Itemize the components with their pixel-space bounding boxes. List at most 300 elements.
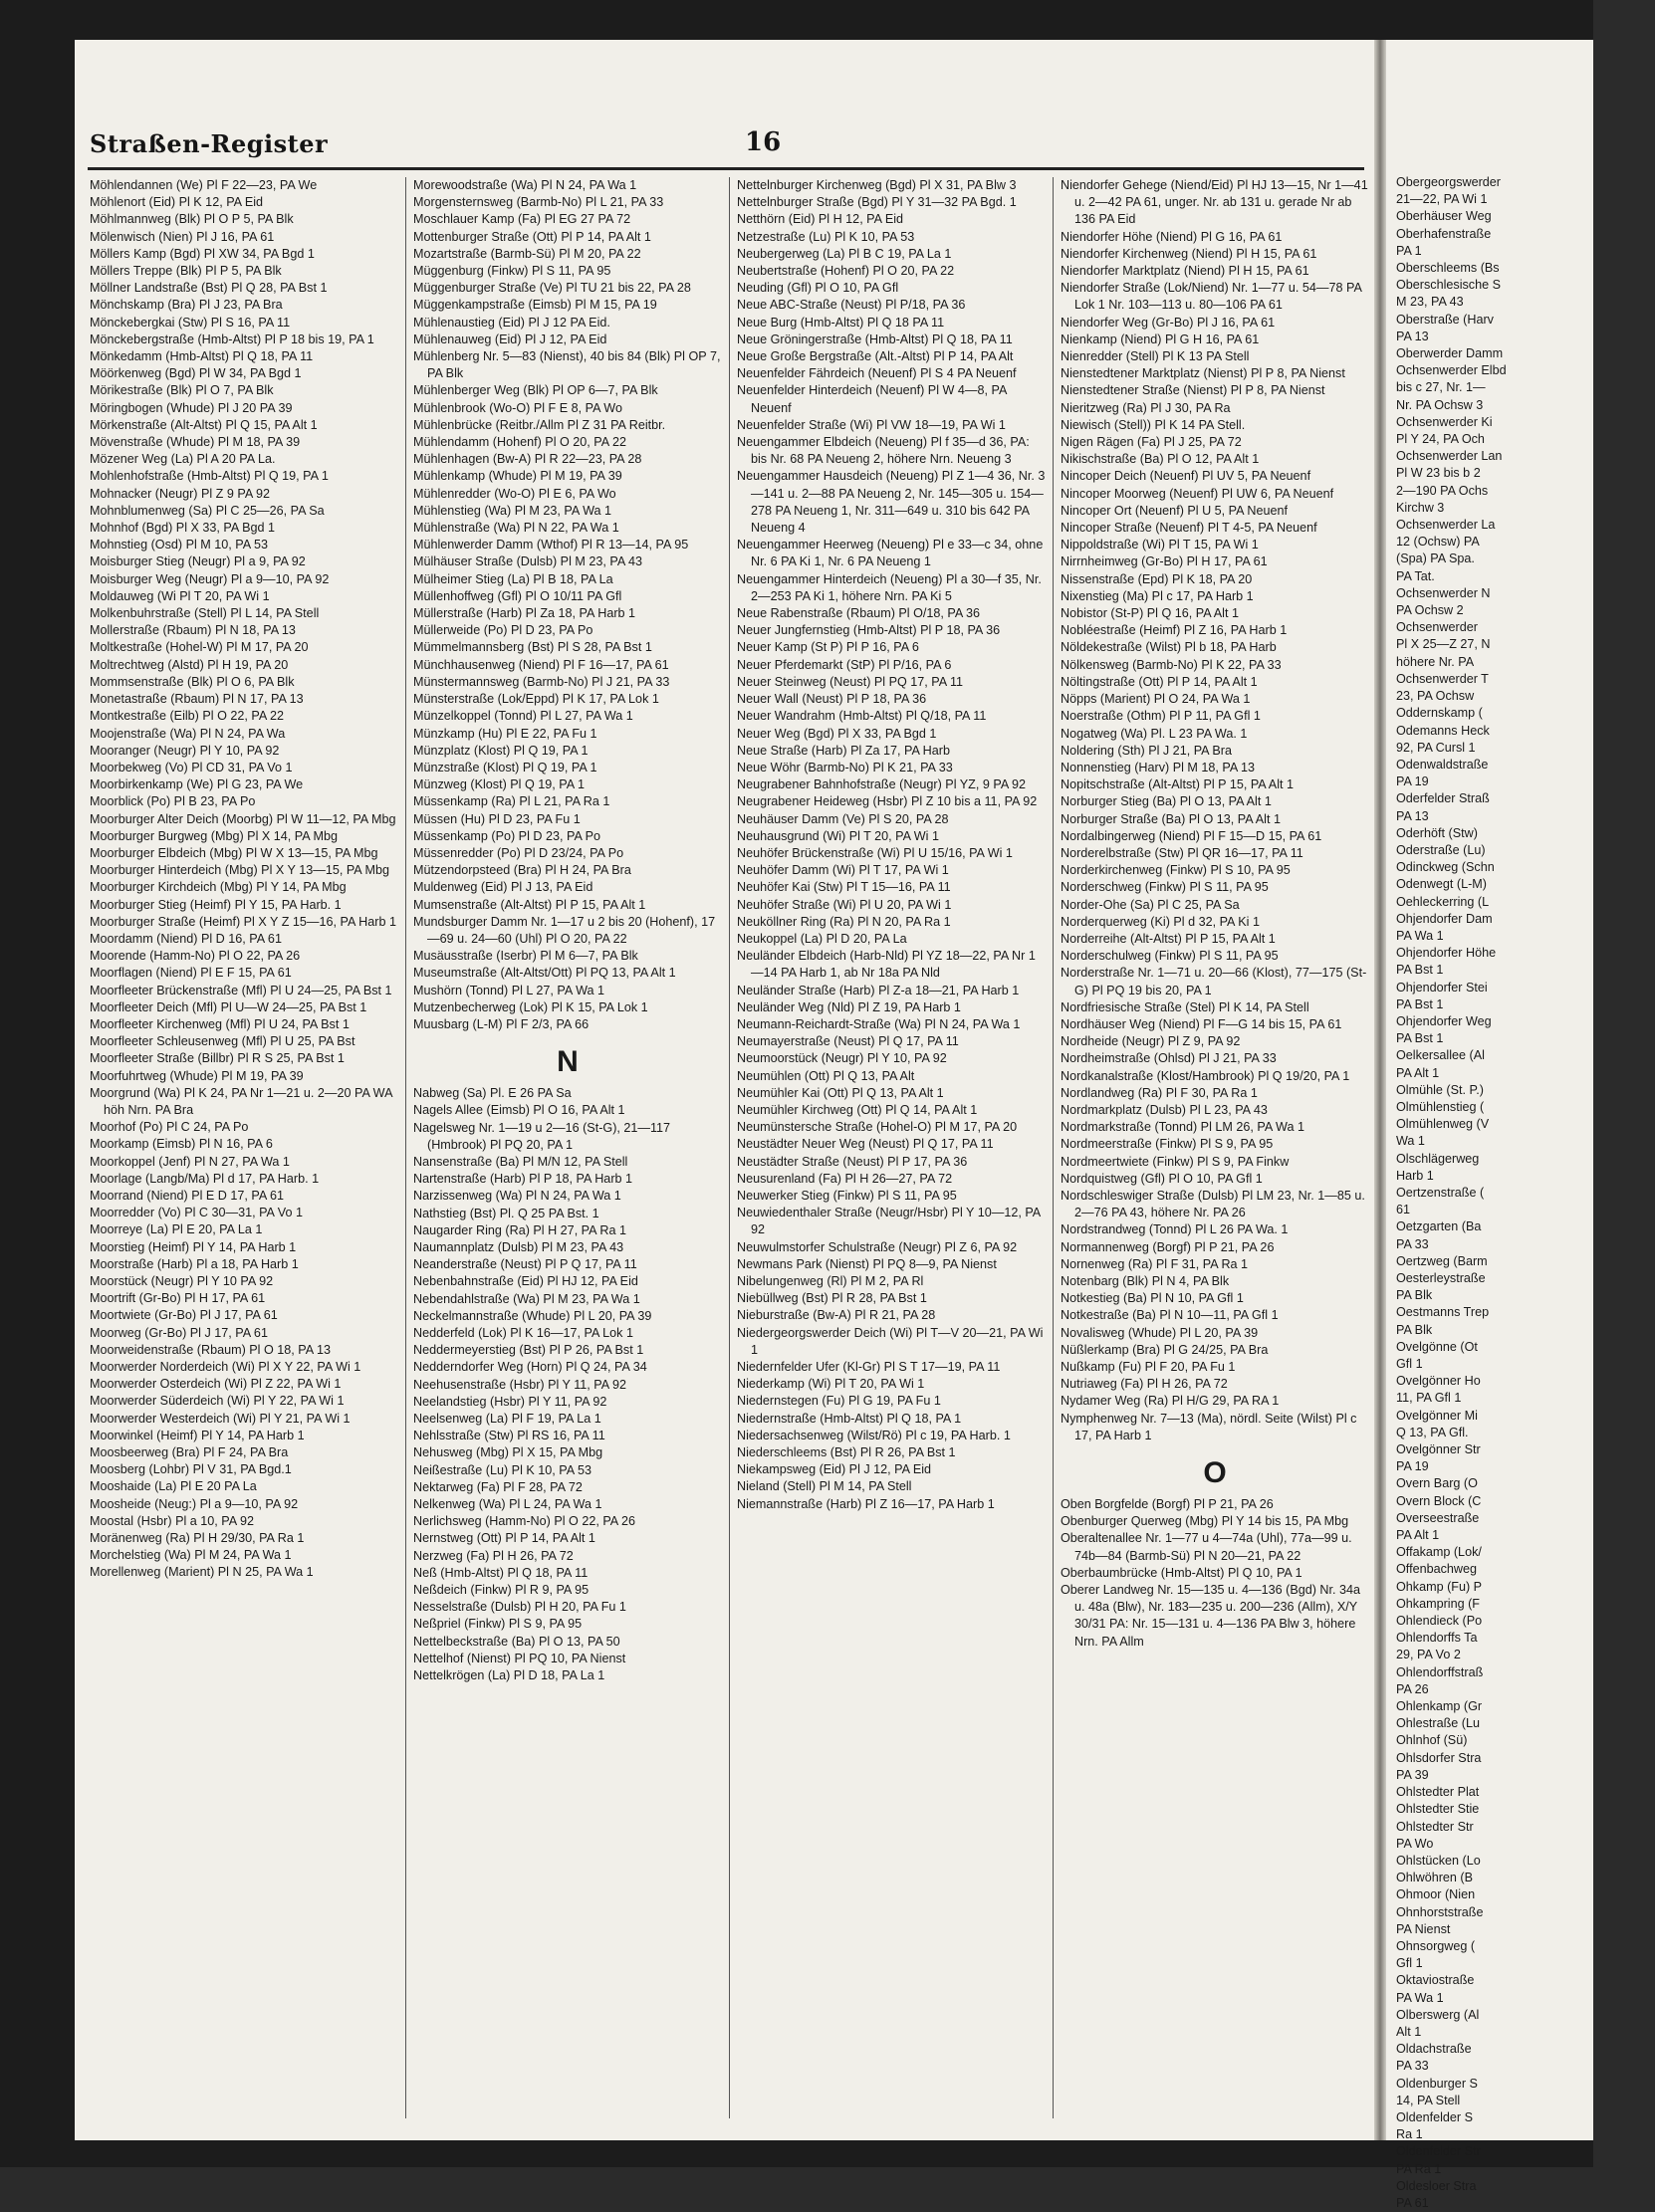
right-page-line: PA Wo <box>1396 1836 1434 1851</box>
street-entry: Neuenfelder Hinterdeich (Neuenf) Pl W 4—8, PA Neuenf <box>737 383 1007 415</box>
street-entry: Niendorfer Kirchenweg (Niend) Pl H 15, PA 61 <box>1061 246 1317 261</box>
right-page-line: PA 19 <box>1396 774 1429 789</box>
street-entry: Neuwiedenthaler Straße (Neugr/Hsbr) Pl Y 10—12, PA 92 <box>737 1206 1041 1237</box>
right-page-line: Oestmanns Trep <box>1396 1305 1490 1320</box>
street-entry: Niedergeorgswerder Deich (Wi) Pl T—V 20—21, PA Wi 1 <box>737 1325 1044 1357</box>
right-page-line: PA 1 <box>1396 243 1422 258</box>
street-entry: Neuer Jungfernstieg (Hmb-Altst) Pl P 18, PA 36 <box>737 623 1001 638</box>
street-entry: Nehlsstraße (Stw) Pl RS 16, PA 11 <box>413 1429 605 1443</box>
street-entry: Nutriaweg (Fa) Pl H 26, PA 72 <box>1061 1377 1228 1392</box>
street-entry: Neelsenweg (La) Pl F 19, PA La 1 <box>413 1412 601 1427</box>
street-entry: Neuengammer Hausdeich (Neueng) Pl Z 1—4 36, Nr. 3—141 u. 2—88 PA Neueng 2, Nr. 145—305 u. 154—278 PA Neueng 1, Nr. 311—649 u. 310 bis 642 PA Neueng 4 <box>737 469 1046 536</box>
right-page-line: Olmühle (St. P.) <box>1396 1082 1484 1097</box>
street-entry: Müssenkamp (Ra) Pl L 21, PA Ra 1 <box>413 794 610 809</box>
right-page-line: Overn Block (C <box>1396 1493 1482 1508</box>
right-page-line: PA Bst 1 <box>1396 996 1444 1011</box>
street-entry: Mollerstraße (Rbaum) Pl N 18, PA 13 <box>90 623 296 638</box>
street-entry: Mövenstraße (Whude) Pl M 18, PA 39 <box>90 435 301 450</box>
street-entry: Neuhöfer Damm (Wi) Pl T 17, PA Wi 1 <box>737 863 949 878</box>
right-page-line: Odenwegt (L-M) <box>1396 877 1487 892</box>
street-entry: Moorburger Elbdeich (Mbg) Pl W X 13—15, PA Mbg <box>90 845 378 860</box>
street-column-1 <box>90 177 398 2118</box>
street-entry: Moorfleeter Straße (Billbr) Pl R S 25, PA Bst 1 <box>90 1051 345 1066</box>
right-page-line: 21—22, PA Wi 1 <box>1396 192 1488 207</box>
street-entry: Moldauweg (Wi Pl T 20, PA Wi 1 <box>90 588 270 603</box>
right-page-line: Alt 1 <box>1396 2024 1422 2039</box>
street-entry: Müllerstraße (Harb) Pl Za 18, PA Harb 1 <box>413 606 636 621</box>
street-entry: Neuländer Elbdeich (Harb-Nld) Pl YZ 18—22, PA Nr 1—14 PA Harb 1, ab Nr 18a PA Nld <box>737 949 1036 981</box>
street-entry: Mözener Weg (La) Pl A 20 PA La. <box>90 452 276 467</box>
right-page-line: Wa 1 <box>1396 1134 1425 1149</box>
street-entry: Mühlenstraße (Wa) Pl N 22, PA Wa 1 <box>413 521 619 536</box>
street-entry: Münzelkoppel (Tonnd) Pl L 27, PA Wa 1 <box>413 709 633 724</box>
street-entry: Neuhöfer Kai (Stw) Pl T 15—16, PA 11 <box>737 880 951 895</box>
street-entry: Netthörn (Eid) Pl H 12, PA Eid <box>737 212 904 227</box>
street-entry: Moortwiete (Gr-Bo) Pl J 17, PA 61 <box>90 1308 278 1323</box>
right-page-line: Oberhäuser Weg <box>1396 209 1492 224</box>
street-entry: Neuer Wall (Neust) Pl P 18, PA 36 <box>737 692 927 707</box>
street-entry: Moorburger Kirchdeich (Mbg) Pl Y 14, PA Mbg <box>90 880 347 895</box>
right-page-column <box>1396 174 1655 2212</box>
street-entry: Nienredder (Stell) Pl K 13 PA Stell <box>1061 349 1250 364</box>
street-entry: Moorburger Alter Deich (Moorbg) Pl W 11—12, PA Mbg <box>90 811 396 826</box>
right-page-line: Ohlendieck (Po <box>1396 1614 1483 1629</box>
street-entry: Mühlenbrücke (Reitbr./Allm Pl Z 31 PA Reitbr. <box>413 417 666 432</box>
right-page-line: Ohlenkamp (Gr <box>1396 1699 1483 1714</box>
street-entry: Moorlage (Langb/Ma) Pl d 17, PA Harb. 1 <box>90 1171 320 1186</box>
street-entry: Mühlenberger Weg (Blk) Pl OP 6—7, PA Blk <box>413 383 658 398</box>
street-entry: Nordkanalstraße (Klost/Hambrook) Pl Q 19/20, PA 1 <box>1061 1068 1350 1083</box>
street-entry: Mohnacker (Neugr) Pl Z 9 PA 92 <box>90 486 271 501</box>
right-page-line: Ohnsorgweg ( <box>1396 1938 1476 1953</box>
right-page-line: Ochsenwerder N <box>1396 585 1491 600</box>
right-page-line: Oldachstraße <box>1396 2042 1472 2057</box>
street-entry: Mumsenstraße (Alt-Altst) Pl P 15, PA Alt 1 <box>413 897 646 912</box>
street-entry: Moorweg (Gr-Bo) Pl J 17, PA 61 <box>90 1325 268 1340</box>
right-page-line: Oderstraße (Lu) <box>1396 842 1486 857</box>
street-entry: Museumstraße (Alt-Altst/Ott) Pl PQ 13, PA Alt 1 <box>413 966 676 981</box>
street-entry: Neuhöfer Straße (Wi) Pl U 20, PA Wi 1 <box>737 897 952 912</box>
street-column-3 <box>737 177 1046 2118</box>
street-entry: Neuer Wandrahm (Hmb-Altst) Pl Q/18, PA 11 <box>737 709 987 724</box>
street-entry: Moorburger Stieg (Heimf) Pl Y 15, PA Harb. 1 <box>90 897 342 912</box>
street-entry: Neue ABC-Straße (Neust) Pl P/18, PA 36 <box>737 298 966 313</box>
street-entry: Müggenkampstraße (Eimsb) Pl M 15, PA 19 <box>413 298 657 313</box>
street-entry: Nordmeertwiete (Finkw) Pl S 9, PA Finkw <box>1061 1154 1290 1169</box>
right-page-line: Ohlstücken (Lo <box>1396 1853 1481 1868</box>
street-entry: Niemannstraße (Harb) Pl Z 16—17, PA Harb 1 <box>737 1496 995 1511</box>
street-entry: Neue Wöhr (Barmb-No) Pl K 21, PA 33 <box>737 760 953 774</box>
street-entry: Neumayerstraße (Neust) Pl Q 17, PA 11 <box>737 1034 959 1049</box>
street-entry: Neuhäuser Damm (Ve) Pl S 20, PA 28 <box>737 811 949 826</box>
street-entry: Mozartstraße (Barmb-Sü) Pl M 20, PA 22 <box>413 246 641 261</box>
right-page-line: Oldenfelder S <box>1396 2109 1474 2124</box>
right-page-line: Ochsenwerder Ki <box>1396 414 1493 429</box>
street-entry: Notkestraße (Ba) Pl N 10—11, PA Gfl 1 <box>1061 1308 1279 1323</box>
street-entry: Neuenfelder Straße (Wi) Pl VW 18—19, PA Wi 1 <box>737 417 1006 432</box>
right-page-line: 14, PA Stell <box>1396 2093 1461 2107</box>
street-entry: Neubergerweg (La) Pl B C 19, PA La 1 <box>737 246 952 261</box>
street-entry: Münzstraße (Klost) Pl Q 19, PA 1 <box>413 760 597 774</box>
right-page-line: Oertzweg (Barm <box>1396 1253 1488 1268</box>
right-page-line: Ovelgönne (Ot <box>1396 1339 1478 1354</box>
street-entry: Nordfriesische Straße (Stel) Pl K 14, PA Stell <box>1061 999 1309 1014</box>
street-entry: Nippoldstraße (Wi) Pl T 15, PA Wi 1 <box>1061 538 1259 553</box>
street-entry: Nerlichsweg (Hamm-No) Pl O 22, PA 26 <box>413 1514 636 1529</box>
street-entry: Norder-Ohe (Sa) Pl C 25, PA Sa <box>1061 897 1240 912</box>
street-entry: Noldering (Sth) Pl J 21, PA Bra <box>1061 743 1232 758</box>
street-entry: Niendorfer Gehege (Niend/Eid) Pl HJ 13—15, Nr 1—41 u. 2—42 PA 61, unger. Nr. ab 131 u. gerade Nr ab 136 PA Eid <box>1061 178 1368 227</box>
right-page-line: Overn Barg (O <box>1396 1476 1478 1491</box>
right-page <box>1386 40 1593 2210</box>
right-page-line: PA 33 <box>1396 2059 1429 2074</box>
street-entry: Neumühler Kirchweg (Ott) Pl Q 14, PA Alt 1 <box>737 1102 978 1117</box>
street-entry: Moränenweg (Ra) Pl H 29/30, PA Ra 1 <box>90 1531 305 1546</box>
street-entry: Neckelmannstraße (Whude) Pl L 20, PA 39 <box>413 1308 652 1323</box>
right-page-line: Ohlstedter Plat <box>1396 1785 1480 1800</box>
street-entry: Mümmelmannsberg (Bst) Pl S 28, PA Bst 1 <box>413 640 652 655</box>
street-entry: Morewoodstraße (Wa) Pl N 24, PA Wa 1 <box>413 178 637 192</box>
street-entry: Neuländer Straße (Harb) Pl Z-a 18—21, PA Harb 1 <box>737 983 1020 997</box>
street-entry: Mühlenwerder Damm (Wthof) Pl R 13—14, PA 95 <box>413 538 689 553</box>
right-page-line: Oderfelder Straß <box>1396 791 1490 806</box>
right-page-line: PA 13 <box>1396 808 1429 823</box>
section-letter: O <box>1203 1456 1227 1490</box>
street-entry: Mühlenaustieg (Eid) Pl J 12 PA Eid. <box>413 315 610 330</box>
street-entry: Nagels Allee (Eimsb) Pl O 16, PA Alt 1 <box>413 1103 625 1118</box>
street-entry: Moorwerder Westerdeich (Wi) Pl Y 21, PA Wi 1 <box>90 1411 351 1426</box>
street-entry: Neukoppel (La) Pl D 20, PA La <box>737 931 907 946</box>
street-entry: Niewisch (Stell)) Pl K 14 PA Stell. <box>1061 417 1246 432</box>
right-page-line: Ochsenwerder T <box>1396 671 1489 686</box>
right-page-line: Odenwaldstraße <box>1396 757 1489 772</box>
street-entry: Neißestraße (Lu) Pl K 10, PA 53 <box>413 1462 591 1477</box>
street-entry: Mühlenauweg (Eid) Pl J 12, PA Eid <box>413 332 607 346</box>
street-entry: Moschlauer Kamp (Fa) Pl EG 27 PA 72 <box>413 212 631 227</box>
street-entry: Morchelstieg (Wa) Pl M 24, PA Wa 1 <box>90 1548 292 1563</box>
street-entry: Mörkenstraße (Alt-Altst) Pl Q 15, PA Alt 1 <box>90 417 318 432</box>
right-page-line: M 23, PA 43 <box>1396 295 1464 310</box>
right-page-line: Oesterleystraße <box>1396 1271 1486 1285</box>
street-entry: Notenbarg (Blk) Pl N 4, PA Blk <box>1061 1274 1230 1288</box>
street-entry: Naumannplatz (Dulsb) Pl M 23, PA 43 <box>413 1239 624 1254</box>
right-page-line: Q 13, PA Gfl. <box>1396 1425 1469 1439</box>
right-page-line: PA Bst 1 <box>1396 963 1444 978</box>
street-entry: Neßpriel (Finkw) Pl S 9, PA 95 <box>413 1617 583 1632</box>
right-page-line: PA Ra 1 <box>1396 2161 1442 2176</box>
right-page-line: 29, PA Vo 2 <box>1396 1648 1461 1662</box>
street-entry: Moltrechtweg (Alstd) Pl H 19, PA 20 <box>90 657 289 672</box>
street-entry: Moisburger Weg (Neugr) Pl a 9—10, PA 92 <box>90 571 330 586</box>
street-entry: Möhlenort (Eid) Pl K 12, PA Eid <box>90 195 264 210</box>
street-entry: Möhlendannen (We) Pl F 22—23, PA We <box>90 178 318 192</box>
street-entry: Neß (Hmb-Altst) Pl Q 18, PA 11 <box>413 1565 589 1580</box>
street-entry: Neumoorstück (Neugr) Pl Y 10, PA 92 <box>737 1051 947 1066</box>
street-entry: Nußkamp (Fu) Pl F 20, PA Fu 1 <box>1061 1360 1236 1375</box>
street-entry: Münzkamp (Hu) Pl E 22, PA Fu 1 <box>413 726 597 741</box>
street-entry: Müssen (Hu) Pl D 23, PA Fu 1 <box>413 811 581 826</box>
column-divider <box>729 177 730 2118</box>
street-entry: Moorrand (Niend) Pl E D 17, PA 61 <box>90 1188 285 1203</box>
street-entry: Nordheimstraße (Ohlsd) Pl J 21, PA 33 <box>1061 1051 1277 1066</box>
street-entry: Niedernfelder Ufer (Kl-Gr) Pl S T 17—19, PA 11 <box>737 1360 1001 1375</box>
street-entry: Mühlenredder (Wo-O) Pl E 6, PA Wo <box>413 486 616 501</box>
street-entry: Oberaltenallee Nr. 1—77 u 4—74a (Uhl), 77a—99 u. 74b—84 (Barmb-Sü) Pl N 20—21, PA 22 <box>1061 1531 1352 1563</box>
right-page-line: Ohlwöhren (B <box>1396 1871 1473 1885</box>
right-page-line: Oberschleems (Bs <box>1396 261 1500 276</box>
street-entry: Nordmeerstraße (Finkw) Pl S 9, PA 95 <box>1061 1137 1274 1152</box>
right-page-line: PA 13 <box>1396 329 1429 343</box>
street-entry: Moorstieg (Heimf) Pl Y 14, PA Harb 1 <box>90 1239 297 1254</box>
street-entry: Moorwerder Süderdeich (Wi) Pl Y 22, PA Wi 1 <box>90 1394 345 1409</box>
street-entry: Moorflagen (Niend) Pl E F 15, PA 61 <box>90 966 292 981</box>
right-page-line: Ohnhorststraße <box>1396 1904 1484 1919</box>
street-entry: Nieburstraße (Bw-A) Pl R 21, PA 28 <box>737 1308 936 1323</box>
right-page-line: PA Ochsw 2 <box>1396 603 1464 618</box>
street-entry: Neuengammer Hinterdeich (Neueng) Pl a 30—f 35, Nr. 2—253 PA Ki 1, höhere Nrn. PA Ki 5 <box>737 571 1042 603</box>
right-page-line: Pl X 25—Z 27, N <box>1396 637 1491 652</box>
street-entry: Musäusstraße (Iserbr) Pl M 6—7, PA Blk <box>413 949 638 964</box>
street-entry: Mooshaide (La) Pl E 20 PA La <box>90 1479 257 1494</box>
right-page-line: Offenbachweg <box>1396 1562 1477 1577</box>
right-page-line: Ovelgönner Mi <box>1396 1408 1478 1423</box>
street-entry: Neusurenland (Fa) Pl H 26—27, PA 72 <box>737 1171 953 1186</box>
street-entry: Neuding (Gfl) Pl O 10, PA Gfl <box>737 281 899 296</box>
right-page-line: 12 (Ochsw) PA <box>1396 535 1480 550</box>
street-entry: Müllenhoffweg (Gfl) Pl O 10/11 PA Gfl <box>413 588 622 603</box>
right-page-line: Ohjendorfer Stei <box>1396 980 1488 995</box>
right-page-line: Ovelgönner Ho <box>1396 1374 1481 1389</box>
street-entry: Nibelungenweg (Rl) Pl M 2, PA Rl <box>737 1274 924 1288</box>
street-entry: Moorbirkenkamp (We) Pl G 23, PA We <box>90 777 304 792</box>
right-page-line: Ochsenwerder La <box>1396 518 1496 533</box>
street-entry: Muldenweg (Eid) Pl J 13, PA Eid <box>413 880 593 895</box>
right-page-line: (Spa) PA Spa. <box>1396 552 1475 566</box>
right-page-line: Pl W 23 bis b 2 <box>1396 466 1481 481</box>
street-entry: Neue Burg (Hmb-Altst) Pl Q 18 PA 11 <box>737 315 945 330</box>
street-entry: Norderschweg (Finkw) Pl S 11, PA 95 <box>1061 880 1269 895</box>
column-divider <box>1053 177 1054 2118</box>
street-entry: Nixenstieg (Ma) Pl c 17, PA Harb 1 <box>1061 588 1254 603</box>
street-entry: Moorfuhrtweg (Whude) Pl M 19, PA 39 <box>90 1068 304 1083</box>
street-entry: Moorbekweg (Vo) Pl CD 31, PA Vo 1 <box>90 760 293 774</box>
street-entry: Neugrabener Heideweg (Hsbr) Pl Z 10 bis a 11, PA 92 <box>737 794 1038 809</box>
street-entry: Oberer Landweg Nr. 15—135 u. 4—136 (Bgd) Nr. 34a u. 48a (Blw), Nr. 183—235 u. 200—236 (Allm), X/Y 30/31 PA: Nr. 15—131 u. 4—136 PA Blw 3, höhere Nrn. PA Allm <box>1061 1583 1361 1649</box>
street-entry: Nogatweg (Wa) Pl. L 23 PA Wa. 1 <box>1061 726 1248 741</box>
street-entry: Moorfleeter Kirchenweg (Mfl) Pl U 24, PA Bst 1 <box>90 1016 350 1031</box>
street-entry: Neustädter Neuer Weg (Neust) Pl Q 17, PA 11 <box>737 1137 994 1152</box>
right-page-line: PA 39 <box>1396 1767 1429 1782</box>
street-entry: Nobistor (St-P) Pl Q 16, PA Alt 1 <box>1061 606 1239 621</box>
right-page-line: Oldesloer Stra <box>1396 2178 1477 2193</box>
street-entry: Moosberg (Lohbr) Pl V 31, PA Bgd.1 <box>90 1462 292 1477</box>
street-entry: Moorhof (Po) Pl C 24, PA Po <box>90 1120 249 1135</box>
street-entry: Mölenwisch (Nien) Pl J 16, PA 61 <box>90 229 275 244</box>
street-entry: Newmans Park (Nienst) Pl PQ 8—9, PA Nienst <box>737 1256 997 1271</box>
street-entry: Nordhäuser Weg (Niend) Pl F—G 14 bis 15, PA 61 <box>1061 1016 1342 1031</box>
street-entry: Mönchskamp (Bra) Pl J 23, PA Bra <box>90 298 283 313</box>
street-entry: Mutzenbecherweg (Lok) Pl K 15, PA Lok 1 <box>413 999 648 1014</box>
street-entry: Moorwerder Norderdeich (Wi) Pl X Y 22, PA Wi 1 <box>90 1360 361 1375</box>
street-entry: Nernstweg (Ott) Pl P 14, PA Alt 1 <box>413 1531 595 1546</box>
street-entry: Nincoper Deich (Neuenf) Pl UV 5, PA Neuenf <box>1061 469 1311 484</box>
street-entry: Nissenstraße (Epd) Pl K 18, PA 20 <box>1061 571 1253 586</box>
right-page-line: Olmühlenweg (V <box>1396 1117 1490 1132</box>
right-page-line: Gfl 1 <box>1396 1956 1423 1971</box>
right-page-line: PA Wa 1 <box>1396 1990 1444 2005</box>
street-entry: Moorburger Straße (Heimf) Pl X Y Z 15—16, PA Harb 1 <box>90 914 396 929</box>
street-entry: Moorgrund (Wa) Pl K 24, PA Nr 1—21 u. 2—20 PA WA höh Nrn. PA Bra <box>90 1085 392 1117</box>
street-entry: Neumünstersche Straße (Hohel-O) Pl M 17, PA 20 <box>737 1120 1018 1135</box>
right-page-line: Oetzgarten (Ba <box>1396 1219 1482 1234</box>
street-entry: Norderschulweg (Finkw) Pl S 11, PA 95 <box>1061 949 1279 964</box>
street-entry: Möllner Landstraße (Bst) Pl Q 28, PA Bst 1 <box>90 281 328 296</box>
street-entry: Niekampsweg (Eid) Pl J 12, PA Eid <box>737 1462 932 1477</box>
street-entry: Netzestraße (Lu) Pl K 10, PA 53 <box>737 229 915 244</box>
street-entry: Nordlandweg (Ra) Pl F 30, PA Ra 1 <box>1061 1085 1258 1100</box>
right-page-line: Ochsenwerder Lan <box>1396 449 1503 464</box>
right-page-line: PA Wa 1 <box>1396 928 1444 943</box>
street-entry: Nieland (Stell) Pl M 14, PA Stell <box>737 1479 912 1494</box>
street-entry: Nornenweg (Ra) Pl F 31, PA Ra 1 <box>1061 1256 1249 1271</box>
street-entry: Niedernstegen (Fu) Pl G 19, PA Fu 1 <box>737 1394 941 1409</box>
street-entry: Nebenbahnstraße (Eid) Pl HJ 12, PA Eid <box>413 1274 638 1289</box>
street-entry: Mohnhof (Bgd) Pl X 33, PA Bgd 1 <box>90 521 275 536</box>
street-entry: Moorredder (Vo) Pl C 30—31, PA Vo 1 <box>90 1206 303 1220</box>
street-entry: Neugrabener Bahnhofstraße (Neugr) Pl YZ, 9 PA 92 <box>737 777 1027 792</box>
right-page-line: Oddernskamp ( <box>1396 706 1483 721</box>
street-entry: Oberbaumbrücke (Hmb-Altst) Pl Q 10, PA 1 <box>1061 1565 1302 1580</box>
street-entry: Moorstraße (Harb) Pl a 18, PA Harb 1 <box>90 1256 299 1271</box>
street-entry: Mohlenhofstraße (Hmb-Altst) Pl Q 19, PA 1 <box>90 469 329 484</box>
right-page-line: Oldenburger S <box>1396 2076 1478 2091</box>
street-entry: Norderstraße Nr. 1—71 u. 20—66 (Klost), 77—175 (St-G) Pl PQ 19 bis 20, PA 1 <box>1061 966 1367 997</box>
street-entry: Moorfleeter Schleusenweg (Mfl) Pl U 25, PA Bst <box>90 1034 355 1049</box>
street-entry: Nopitschstraße (Alt-Altst) Pl P 15, PA Alt 1 <box>1061 777 1295 792</box>
street-entry: Neuwerker Stieg (Finkw) Pl S 11, PA 95 <box>737 1188 957 1203</box>
street-entry: Neuengammer Heerweg (Neueng) Pl e 33—c 34, ohne Nr. 6 PA Ki 1, Nr. 6 PA Neueng 1 <box>737 538 1044 569</box>
street-entry: Moorkamp (Eimsb) Pl N 16, PA 6 <box>90 1137 273 1152</box>
right-page-line: PA 26 <box>1396 1681 1429 1696</box>
street-entry: Nordheide (Neugr) Pl Z 9, PA 92 <box>1061 1034 1241 1049</box>
street-entry: Moltkestraße (Hohel-W) Pl M 17, PA 20 <box>90 640 309 655</box>
street-entry: Mönkedamm (Hmb-Altst) Pl Q 18, PA 11 <box>90 349 314 364</box>
street-entry: Mörikestraße (Blk) Pl O 7, PA Blk <box>90 383 274 398</box>
street-entry: Moorreye (La) Pl E 20, PA La 1 <box>90 1222 263 1237</box>
street-entry: Neuengammer Elbdeich (Neueng) Pl f 35—d 36, PA: bis Nr. 68 PA Neueng 2, höhere Nrn. Neueng 3 <box>737 435 1030 467</box>
section-letter: N <box>557 1045 579 1079</box>
street-entry: Moorfleeter Brückenstraße (Mfl) Pl U 24—25, PA Bst 1 <box>90 983 392 997</box>
street-entry: Nebendahlstraße (Wa) Pl M 23, PA Wa 1 <box>413 1291 640 1306</box>
right-page-line: Odinckweg (Schn <box>1396 860 1495 875</box>
street-entry: Mühlenbrook (Wo-O) Pl F E 8, PA Wo <box>413 400 622 415</box>
street-entry: Obenburger Querweg (Mbg) Pl Y 14 bis 15, PA Mbg <box>1061 1514 1349 1529</box>
street-entry: Mühlenkamp (Whude) Pl M 19, PA 39 <box>413 469 622 484</box>
right-page-line: Ohlsdorfer Stra <box>1396 1750 1482 1765</box>
street-entry: Norburger Stieg (Ba) Pl O 13, PA Alt 1 <box>1061 794 1272 809</box>
street-entry: Möhlmannweg (Blk) Pl O P 5, PA Blk <box>90 212 294 227</box>
street-entry: Neuer Steinweg (Neust) Pl PQ 17, PA 11 <box>737 674 964 689</box>
street-entry: Niendorfer Höhe (Niend) Pl G 16, PA 61 <box>1061 229 1283 244</box>
right-page-line: Oberstraße (Harv <box>1396 312 1494 327</box>
street-entry: Oben Borgfelde (Borgf) Pl P 21, PA 26 <box>1061 1497 1274 1512</box>
street-entry: Münchhausenweg (Niend) Pl F 16—17, PA 61 <box>413 657 669 672</box>
right-page-line: Olberswerg (Al <box>1396 2007 1480 2022</box>
street-entry: Müssenkamp (Po) Pl D 23, PA Po <box>413 828 601 843</box>
street-entry: Neuhausgrund (Wi) Pl T 20, PA Wi 1 <box>737 828 939 843</box>
street-entry: Moisburger Stieg (Neugr) Pl a 9, PA 92 <box>90 554 306 569</box>
street-entry: Norderreihe (Alt-Altst) Pl P 15, PA Alt 1 <box>1061 931 1276 946</box>
right-page-line: Oldenfelder Str <box>1396 2144 1481 2159</box>
street-entry: Mülhäuser Straße (Dulsb) Pl M 23, PA 43 <box>413 554 643 569</box>
street-entry: Möllers Treppe (Blk) Pl P 5, PA Blk <box>90 264 282 279</box>
right-page-line: 11, PA Gfl 1 <box>1396 1391 1462 1406</box>
street-entry: Nigen Rägen (Fa) Pl J 25, PA 72 <box>1061 435 1242 450</box>
street-entry: Neddermeyerstieg (Bst) Pl P 26, PA Bst 1 <box>413 1343 644 1358</box>
street-entry: Neuhöfer Brückenstraße (Wi) Pl U 15/16, PA Wi 1 <box>737 845 1013 860</box>
right-page-line: 23, PA Ochsw <box>1396 689 1475 704</box>
right-page-line: Overseestraße <box>1396 1510 1480 1525</box>
street-entry: Moorkoppel (Jenf) Pl N 27, PA Wa 1 <box>90 1154 290 1169</box>
right-page-line: Ohlnhof (Sü) <box>1396 1733 1468 1748</box>
street-entry: Naugarder Ring (Ra) Pl H 27, PA Ra 1 <box>413 1222 626 1237</box>
street-entry: Nydamer Weg (Ra) Pl H/G 29, PA RA 1 <box>1061 1394 1280 1409</box>
street-entry: Morgensternsweg (Barmb-No) Pl L 21, PA 33 <box>413 195 664 210</box>
right-page-line: PA 61 <box>1396 2195 1429 2210</box>
right-page-line: Ra 1 <box>1396 2127 1423 2142</box>
street-entry: Neue Straße (Harb) Pl Za 17, PA Harb <box>737 743 950 758</box>
right-page-line: Ovelgönner Str <box>1396 1442 1481 1457</box>
street-entry: Mützendorpsteed (Bra) Pl H 24, PA Bra <box>413 863 631 878</box>
street-entry: Nedderndorfer Weg (Horn) Pl Q 24, PA 34 <box>413 1360 647 1375</box>
street-entry: Nabweg (Sa) Pl. E 26 PA Sa <box>413 1086 572 1101</box>
street-entry: Nobléestraße (Heimf) Pl Z 16, PA Harb 1 <box>1061 623 1288 638</box>
street-entry: Neue Gröningerstraße (Hmb-Altst) Pl Q 18, PA 11 <box>737 332 1013 346</box>
street-entry: Neuköllner Ring (Ra) Pl N 20, PA Ra 1 <box>737 914 951 929</box>
right-page-line: Oderhöft (Stw) <box>1396 825 1478 840</box>
street-entry: Neuenfelder Fährdeich (Neuenf) Pl S 4 PA Neuenf <box>737 366 1017 381</box>
right-page-line: PA 19 <box>1396 1459 1429 1474</box>
page-number: 16 <box>745 127 782 157</box>
right-page-line: PA Nienst <box>1396 1921 1451 1936</box>
street-entry: Nölkensweg (Barmb-No) Pl K 22, PA 33 <box>1061 657 1282 672</box>
street-entry: Neehusenstraße (Hsbr) Pl Y 11, PA 92 <box>413 1377 626 1392</box>
right-page-line: Harb 1 <box>1396 1168 1434 1183</box>
street-entry: Möringbogen (Whude) Pl J 20 PA 39 <box>90 400 293 415</box>
street-entry: Mühlenberg Nr. 5—83 (Nienst), 40 bis 84 (Blk) Pl OP 7, PA Blk <box>413 349 721 381</box>
right-page-line: PA Blk <box>1396 1322 1433 1337</box>
right-page-line: PA Bst 1 <box>1396 1031 1444 1046</box>
street-entry: Notkestieg (Ba) Pl N 10, PA Gfl 1 <box>1061 1291 1244 1306</box>
right-page-line: Ohlestraße (Lu <box>1396 1716 1480 1731</box>
right-page-line: Obergeorgswerder <box>1396 175 1501 189</box>
street-entry: Niendorfer Weg (Gr-Bo) Pl J 16, PA 61 <box>1061 315 1276 330</box>
street-entry: Nettelnburger Kirchenweg (Bgd) Pl X 31, PA Blw 3 <box>737 178 1017 192</box>
street-entry: Nettelhof (Nienst) Pl PQ 10, PA Nienst <box>413 1651 626 1665</box>
street-entry: Nagelsweg Nr. 1—19 u 2—16 (St-G), 21—117 (Hmbrook) Pl PQ 20, PA 1 <box>413 1120 671 1152</box>
street-entry: Münzweg (Klost) Pl Q 19, PA 1 <box>413 777 585 792</box>
right-page-line: Olmühlenstieg ( <box>1396 1099 1485 1114</box>
street-entry: Mundsburger Damm Nr. 1—17 u 2 bis 20 (Hohenf), 17—69 u. 24—60 (Uhl) Pl O 20, PA 22 <box>413 914 716 946</box>
street-entry: Niederkamp (Wi) Pl T 20, PA Wi 1 <box>737 1377 925 1392</box>
street-entry: Nathstieg (Bst) Pl. Q 25 PA Bst. 1 <box>413 1206 599 1220</box>
street-entry: Moorwinkel (Heimf) Pl Y 14, PA Harb 1 <box>90 1428 305 1442</box>
street-entry: Müggenburger Straße (Ve) Pl TU 21 bis 22, PA 28 <box>413 281 691 296</box>
street-entry: Moostal (Hsbr) Pl a 10, PA 92 <box>90 1513 254 1528</box>
street-entry: Noerstraße (Othm) Pl P 11, PA Gfl 1 <box>1061 709 1261 724</box>
street-entry: Mühlenstieg (Wa) Pl M 23, PA Wa 1 <box>413 503 612 518</box>
street-entry: Neue Große Bergstraße (Alt.-Altst) Pl P 14, PA Alt <box>737 349 1014 364</box>
